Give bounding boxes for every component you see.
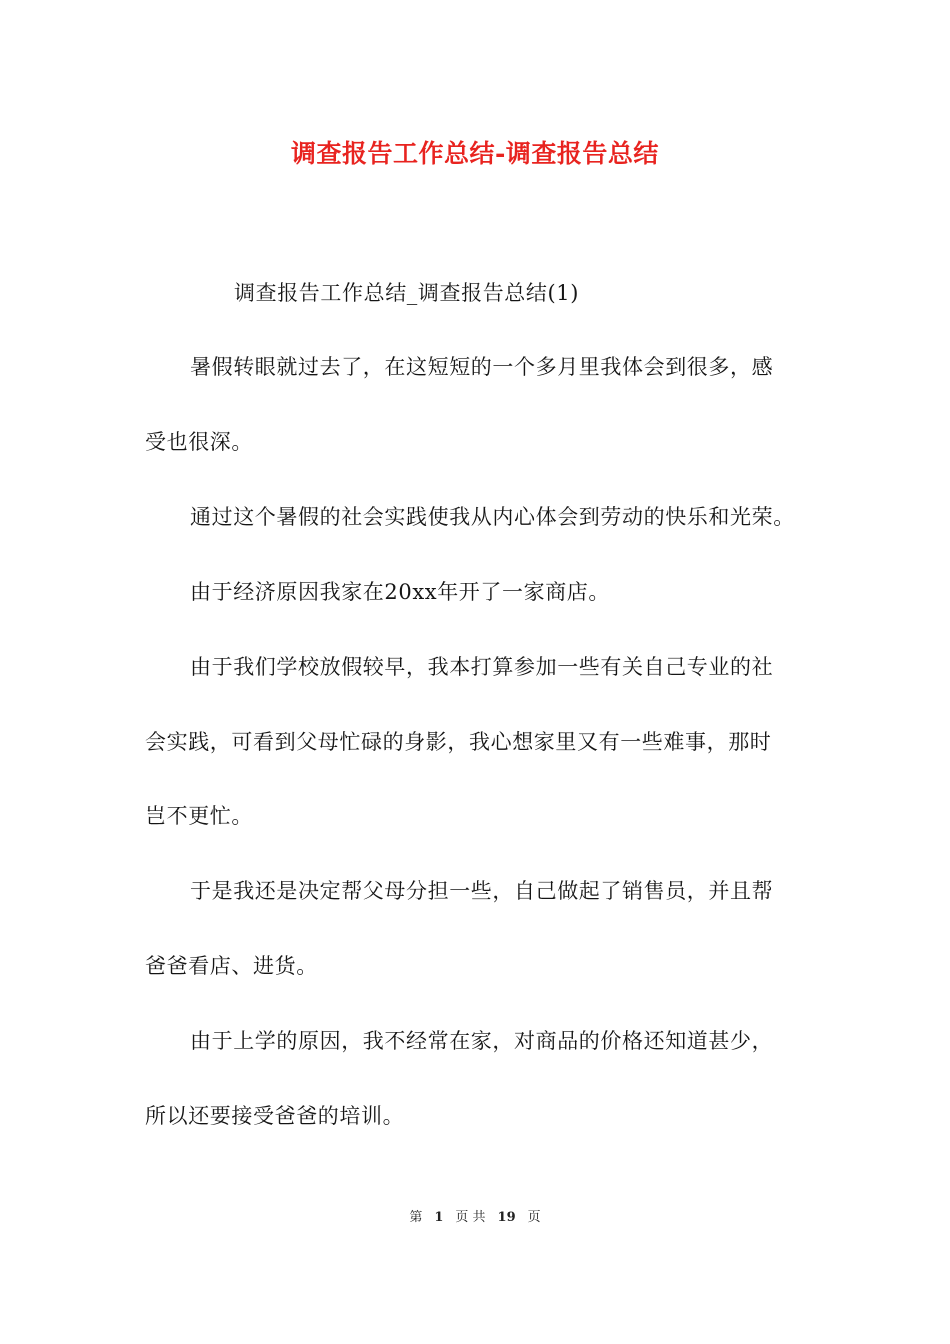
paragraph-2-line-1: 通过这个暑假的社会实践使我从内心体会到劳动的快乐和光荣。	[190, 505, 795, 529]
footer-total-pages: 19	[497, 1210, 516, 1225]
paragraph-1-line-2: 受也很深。	[145, 430, 253, 454]
paragraph-6-line-2: 所以还要接受爸爸的培训。	[145, 1104, 405, 1128]
subtitle-line: 调查报告工作总结_调查报告总结(1)	[234, 281, 580, 305]
paragraph-5-line-1: 于是我还是决定帮父母分担一些，自己做起了销售员，并且帮	[190, 879, 774, 903]
paragraph-4-line-1: 由于我们学校放假较早，我本打算参加一些有关自己专业的社	[190, 655, 774, 679]
footer-mid: 页 共	[455, 1210, 486, 1225]
paragraph-6-line-1: 由于上学的原因，我不经常在家，对商品的价格还知道甚少，	[190, 1029, 774, 1053]
paragraph-4-line-3: 岂不更忙。	[145, 804, 253, 828]
footer-prefix: 第	[409, 1210, 423, 1225]
footer-suffix: 页	[527, 1210, 541, 1225]
document-title: 调查报告工作总结-调查报告总结	[291, 139, 659, 168]
page-footer	[0, 1208, 950, 1228]
paragraph-3-line-1: 由于经济原因我家在20xx年开了一家商店。	[190, 580, 611, 604]
paragraph-4-line-2: 会实践，可看到父母忙碌的身影，我心想家里又有一些难事，那时	[145, 730, 772, 754]
footer-page-number: 1	[434, 1210, 444, 1225]
paragraph-5-line-2: 爸爸看店、进货。	[145, 954, 318, 978]
paragraph-1-line-1: 暑假转眼就过去了，在这短短的一个多月里我体会到很多，感	[190, 355, 774, 379]
